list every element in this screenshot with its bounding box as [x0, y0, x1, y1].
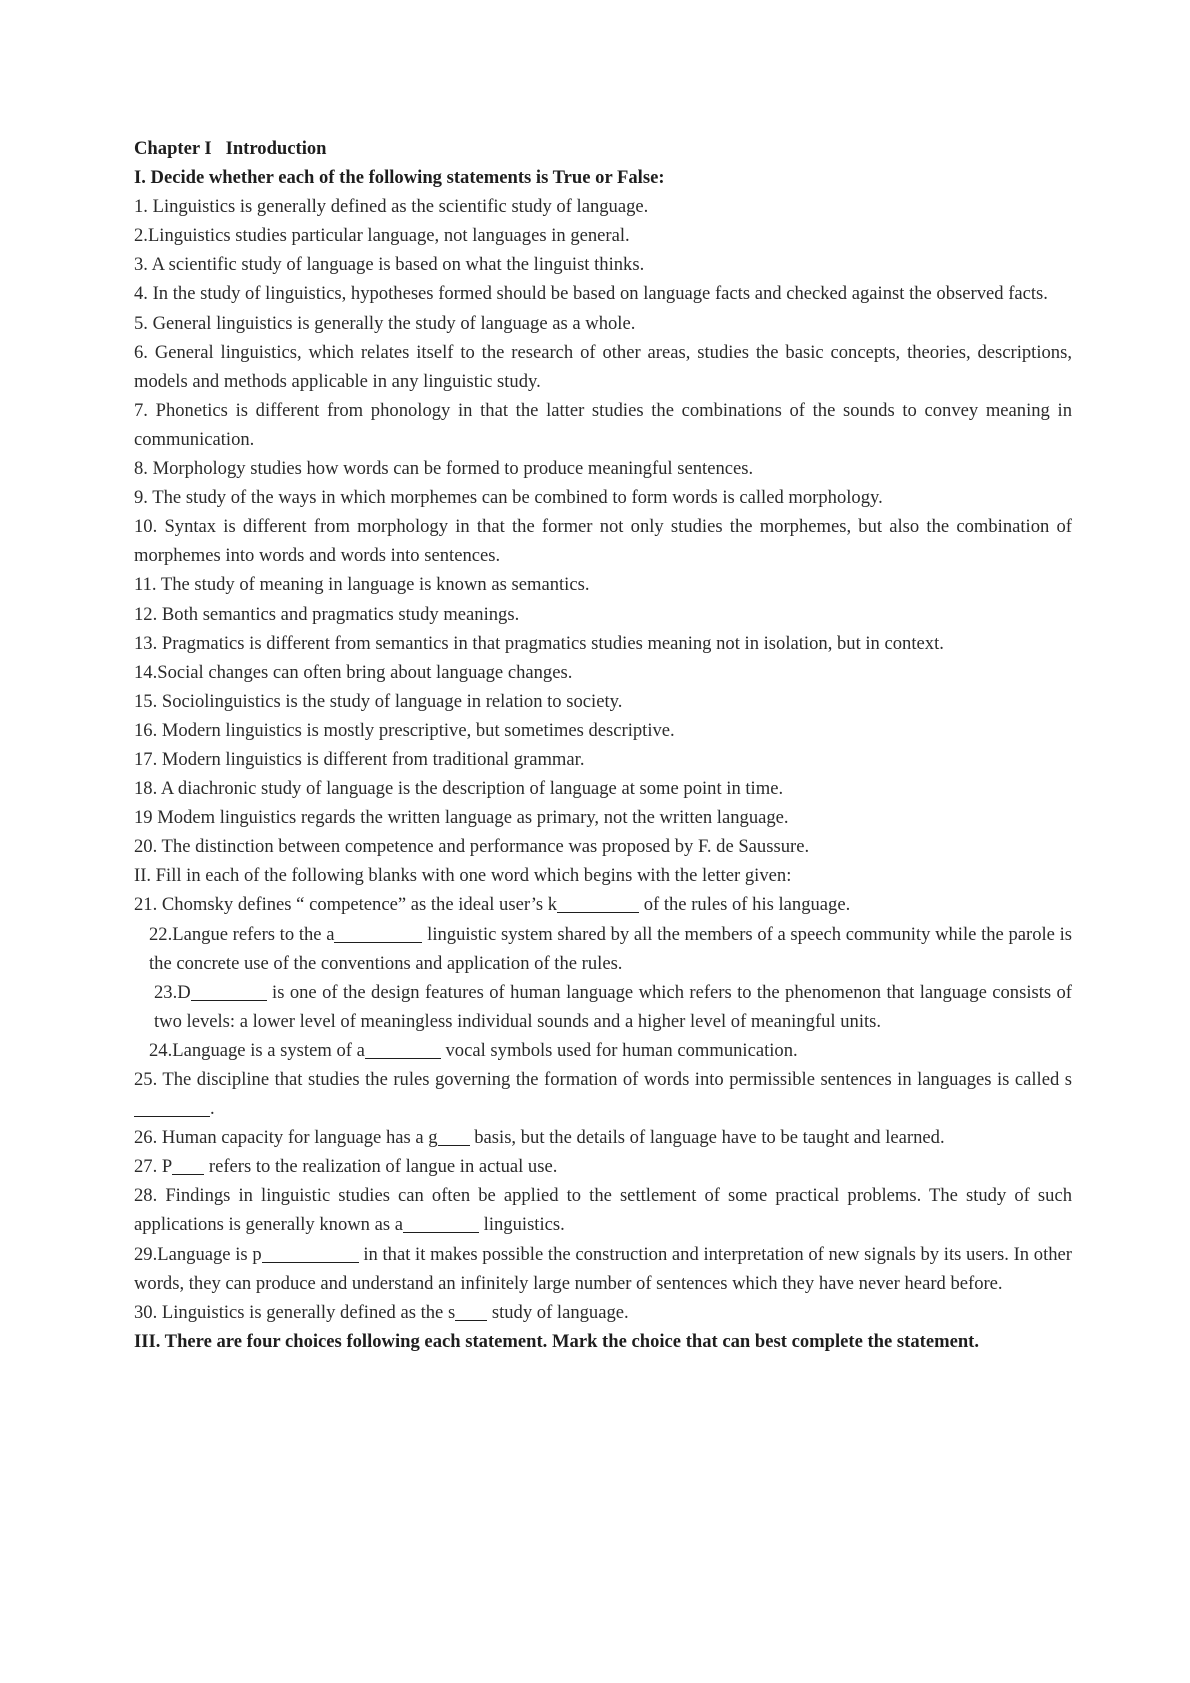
fill-item [134, 1240, 1072, 1298]
tf-item: 17. Modern linguistics is different from traditional grammar. [134, 748, 585, 770]
answer-blank[interactable] [365, 1039, 441, 1059]
tf-item: 15. Sociolinguistics is the study of language in relation to society. [134, 690, 623, 712]
answer-blank[interactable] [557, 894, 639, 914]
tf-item: 6. General linguistics, which relates itself to the research of other areas, studies the basic concepts, theories, descriptions, models and methods applicable in any linguistic study. [134, 341, 1072, 392]
fill-item [134, 1123, 1072, 1152]
tf-item: 2.Linguistics studies particular language, not languages in general. [134, 225, 630, 247]
tf-item: 7. Phonetics is different from phonology in that the latter studies the combinations of the sounds to convey meaning in communication. [134, 399, 1072, 450]
fill-text-before: 28. Findings in linguistic studies can often be applied to the settlement of some practical problems. The study of such applications is generally known as a [134, 1185, 1072, 1236]
section-1-list [134, 192, 1072, 861]
fill-item [134, 890, 1072, 919]
answer-blank[interactable] [262, 1243, 359, 1263]
tf-item: 16. Modern linguistics is mostly prescriptive, but sometimes descriptive. [134, 719, 675, 741]
answer-blank[interactable] [334, 923, 422, 943]
fill-text-before: 30. Linguistics is generally defined as the s [134, 1301, 456, 1323]
tf-item: 8. Morphology studies how words can be formed to produce meaningful sentences. [134, 458, 754, 480]
tf-item: 4. In the study of linguistics, hypotheses formed should be based on language facts and checked against the observed facts. [134, 283, 1048, 305]
fill-text-before: 25. The discipline that studies the rules governing the formation of words into permissible sentences in languages is called s [134, 1069, 1072, 1090]
fill-text-after: in that it makes possible the construction and interpretation of new signals by its users. In other words, they can produce and understand an infinitely large number of sentences which they have never heard before. [134, 1243, 1072, 1294]
section-2-list [134, 890, 1072, 1326]
tf-item: 9. The study of the ways in which morphemes can be combined to form words is called morphology. [134, 487, 883, 509]
section-3-heading: III. There are four choices following each statement. Mark the choice that can best complete the statement. [134, 1330, 979, 1352]
fill-text-before: 29.Language is p [134, 1243, 262, 1265]
fill-text-after: study of language. [487, 1301, 629, 1323]
tf-item: 13. Pragmatics is different from semantics in that pragmatics studies meaning not in isolation, but in context. [134, 632, 944, 654]
fill-text-after: of the rules of his language. [639, 894, 851, 916]
fill-text-after: linguistics. [479, 1214, 565, 1236]
fill-text-before: 27. P [134, 1156, 173, 1178]
tf-item: 19 Modem linguistics regards the written language as primary, not the written language. [134, 807, 789, 829]
tf-item: 14.Social changes can often bring about language changes. [134, 661, 573, 683]
fill-text-before: 22.Langue refers to the a [149, 923, 335, 945]
fill-item [134, 920, 1072, 978]
fill-text-after: . [210, 1098, 215, 1120]
answer-blank[interactable] [134, 1098, 210, 1118]
tf-item: 20. The distinction between competence and performance was proposed by F. de Saussure. [134, 836, 810, 858]
document-page [134, 134, 1072, 1356]
fill-text-before: 24.Language is a system of a [149, 1039, 365, 1061]
fill-item [134, 1065, 1072, 1123]
fill-text-before: 23.D [154, 981, 191, 1003]
fill-text-after: linguistic system shared by all the members of a speech community while the parole is the concrete use of the conventions and application of the rules. [149, 923, 1072, 974]
answer-blank[interactable] [438, 1127, 470, 1147]
fill-item [134, 1298, 1072, 1327]
tf-item: 5. General linguistics is generally the study of language as a whole. [134, 312, 636, 334]
fill-item [134, 1036, 1072, 1065]
fill-item [134, 978, 1072, 1036]
answer-blank[interactable] [191, 981, 267, 1001]
fill-text-after: basis, but the details of language have to be taught and learned. [469, 1127, 945, 1149]
fill-text-before: 26. Human capacity for language has a g [134, 1127, 438, 1149]
tf-item: 3. A scientific study of language is based on what the linguist thinks. [134, 254, 645, 276]
section-2-heading: II. Fill in each of the following blanks with one word which begins with the letter given: [134, 865, 792, 887]
section-1-heading: I. Decide whether each of the following statements is True or False: [134, 167, 665, 189]
chapter-title: Chapter I Introduction [134, 138, 327, 159]
fill-item [134, 1181, 1072, 1239]
fill-item [134, 1152, 1072, 1181]
tf-item: 11. The study of meaning in language is known as semantics. [134, 574, 590, 596]
fill-text-after: refers to the realization of langue in actual use. [204, 1156, 558, 1178]
fill-text-after: vocal symbols used for human communication. [440, 1039, 798, 1061]
tf-item: 1. Linguistics is generally defined as the scientific study of language. [134, 196, 649, 218]
fill-text-after: is one of the design features of human language which refers to the phenomenon that language consists of two levels: a lower level of meaningless individual sounds and a higher level of meaningful units. [154, 981, 1072, 1032]
tf-item: 10. Syntax is different from morphology in that the former not only studies the morphemes, but also the combination of morphemes into words and words into sentences. [134, 516, 1072, 567]
tf-item: 18. A diachronic study of language is the description of language at some point in time. [134, 778, 784, 800]
tf-item: 12. Both semantics and pragmatics study meanings. [134, 603, 520, 625]
answer-blank[interactable] [403, 1214, 479, 1234]
fill-text-before: 21. Chomsky defines “ competence” as the ideal user’s k [134, 894, 558, 916]
answer-blank[interactable] [455, 1301, 487, 1321]
answer-blank[interactable] [172, 1156, 204, 1176]
